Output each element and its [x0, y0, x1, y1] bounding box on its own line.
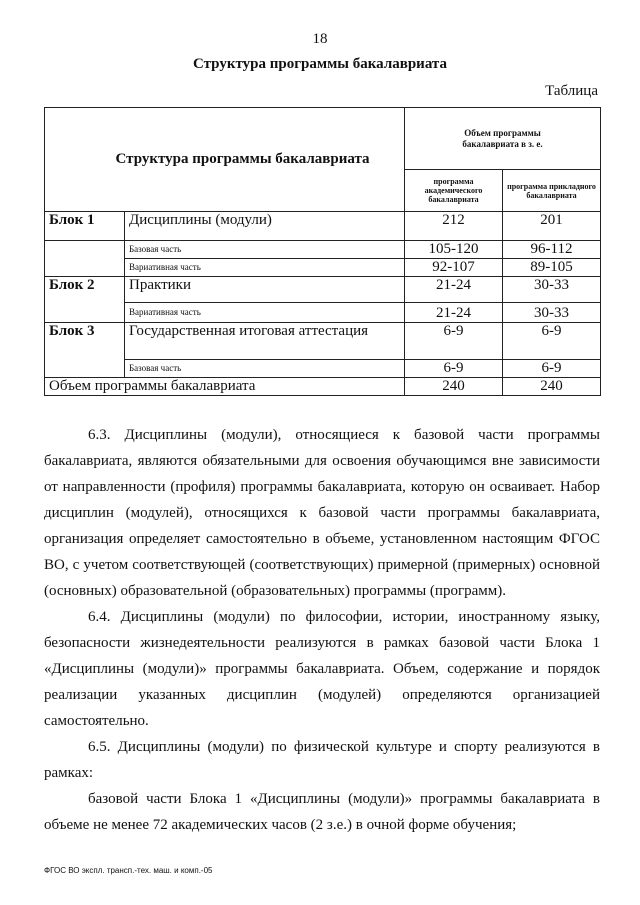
row-applied: 89-105	[503, 259, 601, 277]
paragraph-6-3: 6.3. Дисциплины (модули), относящиеся к базовой части программы бакалавриата, являются обязательными для освоения обучающимся вне зависимости от направленности (профиля) программы бакалавриата, которую он осваивает. Набор дисциплин (модулей), относящихся к базовой части программы бакалавриата, организация определяет самостоятельно в объеме, установленном настоящим ФГОС ВО, с учетом соответствующей (соответствующих) примерной (примерных) основной (основных) образовательной (образовательных) программы (программ).	[44, 427, 600, 599]
row-name: Базовая часть	[125, 241, 405, 259]
row-applied: 30-33	[503, 277, 601, 303]
row-applied: 6-9	[503, 323, 601, 360]
block-cell	[45, 259, 125, 277]
row-academic: 21-24	[405, 277, 503, 303]
row-name: Вариативная часть	[125, 259, 405, 277]
block-cell: Блок 1	[45, 212, 125, 241]
table-row	[45, 212, 601, 241]
block-cell	[45, 241, 125, 259]
paragraph-6-5-item: базовой части Блока 1 «Дисциплины (модули)» программы бакалавриата в объеме не менее 72 академических часов (2 з.е.) в очной форме обучения;	[44, 791, 600, 833]
header-academic: программа академического бакалавриата	[405, 170, 503, 212]
row-academic: 21-24	[405, 303, 503, 323]
total-academic: 240	[405, 378, 503, 396]
row-academic: 105-120	[405, 241, 503, 259]
row-name: Практики	[125, 277, 405, 303]
page-title: Структура программы бакалавриата	[193, 56, 447, 72]
header-applied: программа прикладного бакалавриата	[503, 170, 601, 212]
row-name: Вариативная часть	[125, 303, 405, 323]
row-applied: 96-112	[503, 241, 601, 259]
table-row	[45, 360, 601, 378]
header-structure: Структура программы бакалавриата	[45, 108, 405, 212]
table-row	[45, 323, 601, 360]
row-name: Государственная итоговая аттестация	[125, 323, 405, 360]
row-applied: 201	[503, 212, 601, 241]
program-structure-table	[44, 107, 601, 396]
block-cell	[45, 360, 125, 378]
table-header-row	[45, 108, 601, 170]
footer-text: ФГОС ВО экспл. трансп.-тех. маш. и комп.-05	[44, 866, 213, 875]
block-cell: Блок 3	[45, 323, 125, 360]
total-applied: 240	[503, 378, 601, 396]
table-row	[45, 259, 601, 277]
total-label: Объем программы бакалавриата	[45, 378, 405, 396]
row-name: Дисциплины (модули)	[125, 212, 405, 241]
table-row	[45, 241, 601, 259]
row-academic: 212	[405, 212, 503, 241]
page-number: 18	[312, 31, 328, 47]
table-row	[45, 277, 601, 303]
row-academic: 6-9	[405, 323, 503, 360]
paragraph-6-5: 6.5. Дисциплины (модули) по физической культуре и спорту реализуются в рамках:	[44, 739, 600, 781]
row-academic: 6-9	[405, 360, 503, 378]
block-cell	[45, 303, 125, 323]
row-academic: 92-107	[405, 259, 503, 277]
paragraph-6-4: 6.4. Дисциплины (модули) по философии, истории, иностранному языку, безопасности жизнедеятельности реализуются в рамках базовой части Блока 1 «Дисциплины (модули)» программы бакалавриата. Объем, содержание и порядок реализации указанных дисциплин (модулей) определяются организацией самостоятельно.	[44, 609, 600, 729]
row-applied: 6-9	[503, 360, 601, 378]
table-caption: Таблица	[545, 83, 598, 99]
table-row	[45, 303, 601, 323]
row-name: Базовая часть	[125, 360, 405, 378]
table-total-row	[45, 378, 601, 396]
block-cell: Блок 2	[45, 277, 125, 303]
row-applied: 30-33	[503, 303, 601, 323]
header-volume: Объем программы бакалавриата в з. е.	[405, 108, 601, 170]
